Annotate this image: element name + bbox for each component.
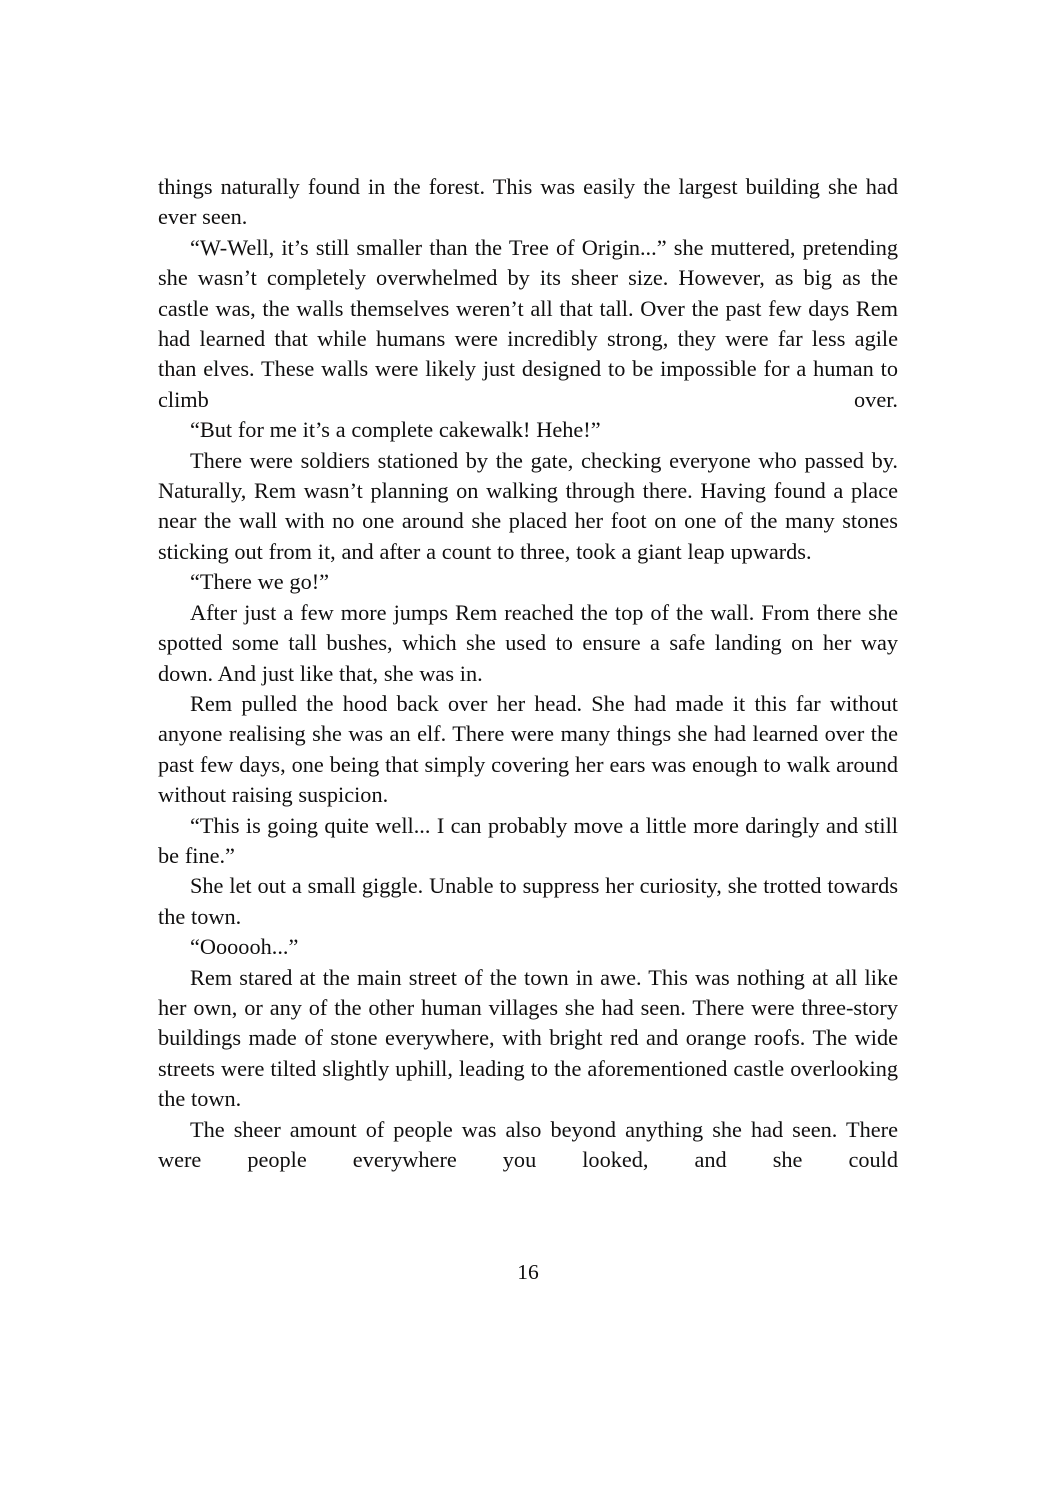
paragraph: The sheer amount of people was also beyond anything she had seen. There were people everywhere you looked, and she could — [158, 1116, 898, 1172]
paragraph: “W-Well, it’s still smaller than the Tree of Origin...” she muttered, pretending she wasn’t completely overwhelmed by its sheer size. However, as big as the castle was, the walls themselves weren’t all that tall. Over the past few days Rem had learned that while humans were incredibly strong, they were far less agile than elves. These walls were likely just designed to be impossible for a human to climb over. — [158, 234, 898, 412]
paragraph: Rem stared at the main street of the town in awe. This was nothing at all like her own, or any of the other human villages she had seen. There were three-story buildings made of stone everywhere, with bright red and orange roofs. The wide streets were tilted slightly uphill, leading to the aforementioned castle overlooking the town. — [158, 964, 898, 1112]
page-text-block — [158, 172, 898, 1175]
paragraph: things naturally found in the forest. This was easily the largest building she had ever seen. — [158, 174, 898, 230]
paragraph: There were soldiers stationed by the gate, checking everyone who passed by. Naturally, Rem wasn’t planning on walking through there. Having found a place near the wall with no one around she placed her foot on one of the many stones sticking out from it, and after a count to three, took a giant leap upwards. — [158, 447, 898, 564]
page-number: 16 — [517, 1260, 539, 1284]
paragraph: “Oooooh...” — [190, 934, 299, 960]
paragraph: “But for me it’s a complete cakewalk! Hehe!” — [190, 417, 601, 443]
paragraph: “This is going quite well... I can probably move a little more daringly and still be fine.” — [158, 812, 898, 868]
paragraph: “There we go!” — [190, 569, 330, 595]
paragraph: Rem pulled the hood back over her head. She had made it this far without anyone realising she was an elf. There were many things she had learned over the past few days, one being that simply covering her ears was enough to walk around without raising suspicion. — [158, 690, 898, 808]
paragraph: After just a few more jumps Rem reached the top of the wall. From there she spotted some tall bushes, which she used to ensure a safe landing on her way down. And just like that, she was in. — [158, 599, 898, 686]
paragraph: She let out a small giggle. Unable to suppress her curiosity, she trotted towards the town. — [158, 873, 898, 929]
